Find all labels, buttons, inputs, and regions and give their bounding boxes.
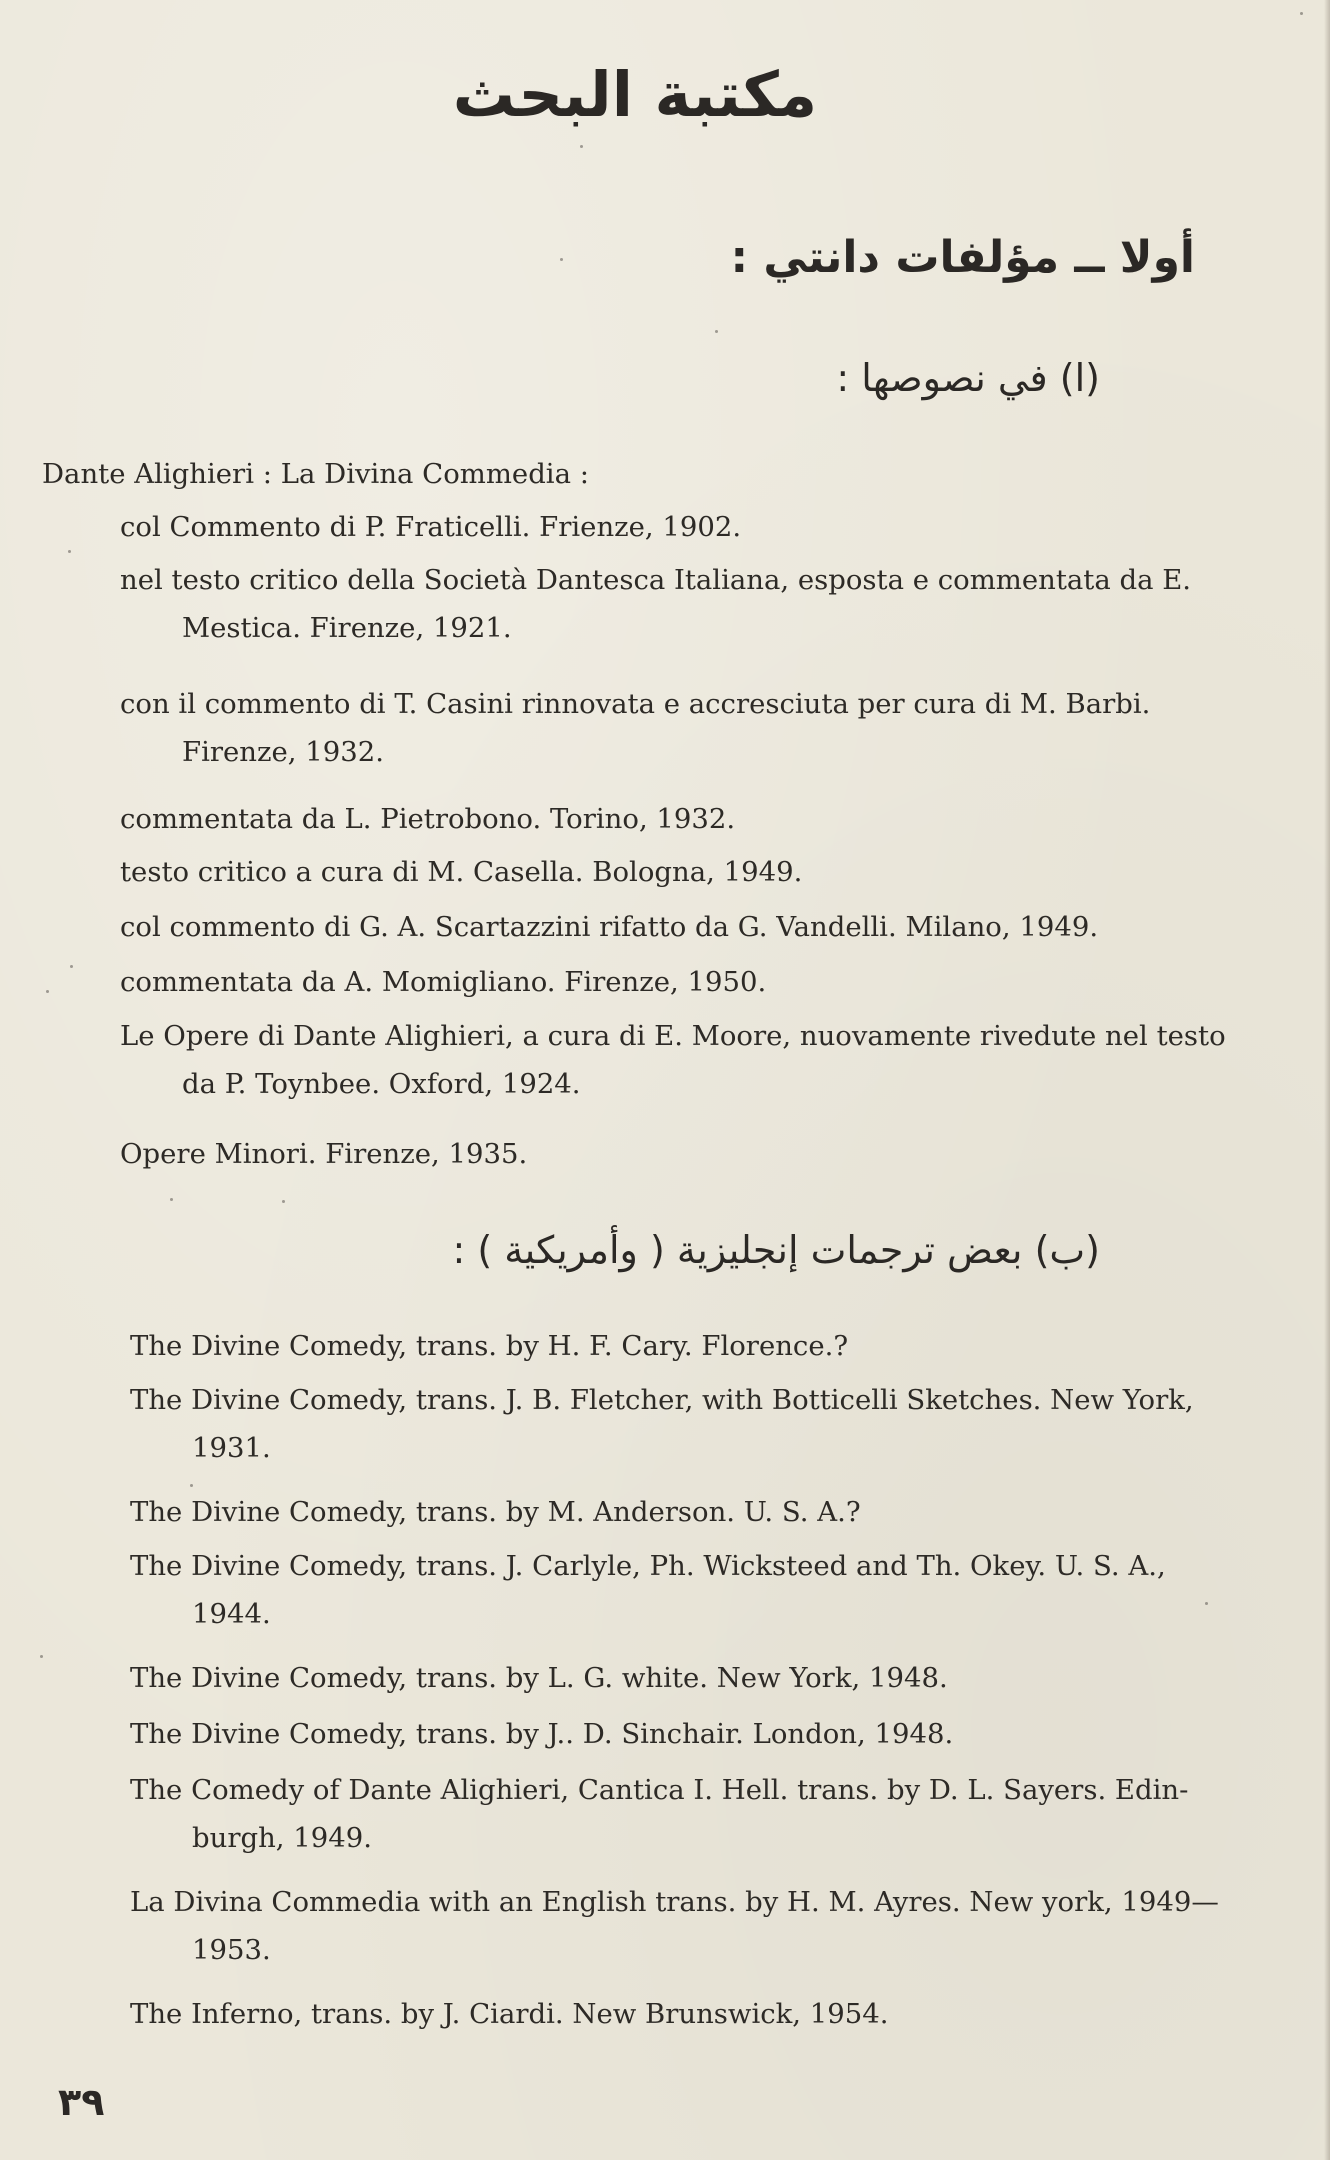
scan-speck (46, 990, 49, 993)
bibliography-entry (130, 1322, 848, 1370)
page-title: مكتبة البحث (452, 58, 818, 131)
entry-line: commentata da A. Momigliano. Firenze, 1950. (120, 966, 767, 998)
bibliography-entry (130, 1488, 861, 1536)
entry-line: The Divine Comedy, trans. by L. G. white. New York, 1948. (130, 1662, 948, 1694)
scan-speck (715, 330, 718, 333)
bibliography-entry (120, 848, 802, 896)
entry-line: The Divine Comedy, trans. by H. F. Cary. Florence.? (130, 1330, 849, 1362)
entry-line-continued: 1944. (192, 1598, 271, 1630)
entry-line: The Comedy of Dante Alighieri, Cantica I. Hell. trans. by D. L. Sayers. Edin- (130, 1774, 1189, 1806)
scan-speck (70, 965, 73, 968)
entry-line: commentata da L. Pietrobono. Torino, 1932. (120, 803, 736, 835)
bibliography-entry (130, 1878, 1219, 1974)
scan-speck (560, 258, 563, 261)
scan-speck (170, 1198, 173, 1201)
entry-line: The Divine Comedy, trans. by M. Anderson. U. S. A.? (130, 1496, 861, 1528)
bibliography-entry (130, 1990, 889, 2038)
entry-line: The Divine Comedy, trans. J. Carlyle, Ph. Wicksteed and Th. Okey. U. S. A., (130, 1550, 1166, 1582)
page-number: ٣٩ (58, 2080, 105, 2124)
bibliography-entry (120, 1012, 1226, 1108)
scan-speck (68, 550, 71, 553)
bibliography-entry (130, 1710, 953, 1758)
entry-line: col Commento di P. Fraticelli. Frienze, 1902. (120, 511, 742, 543)
entry-line-continued: 1953. (192, 1934, 271, 1966)
entry-line: Opere Minori. Firenze, 1935. (120, 1138, 528, 1170)
page-edge-shadow (1324, 0, 1330, 2160)
bibliography-entry (130, 1542, 1166, 1638)
entry-line: con il commento di T. Casini rinnovata e accresciuta per cura di M. Barbi. (120, 688, 1151, 720)
scan-speck (580, 145, 583, 148)
entry-line: The Divine Comedy, trans. by J.. D. Sinchair. London, 1948. (130, 1718, 954, 1750)
scan-speck (282, 1200, 285, 1203)
bibliography-entry (120, 556, 1191, 652)
entry-line: nel testo critico della Società Dantesca Italiana, esposta e commentata da E. (120, 564, 1192, 596)
entry-line: col commento di G. A. Scartazzini rifatto da G. Vandelli. Milano, 1949. (120, 911, 1099, 943)
bibliography-entry (120, 680, 1150, 776)
entry-line-continued: Firenze, 1932. (182, 736, 384, 768)
scan-speck (1205, 1602, 1208, 1605)
entry-line-continued: Mestica. Firenze, 1921. (182, 612, 512, 644)
section-heading-works-of-dante: أولا ــ مؤلفات دانتي : (730, 232, 1195, 283)
subsection-heading-translations: (ب) بعض ترجمات إنجليزية ( وأمريكية ) : (452, 1228, 1100, 1272)
bibliography-entry (120, 503, 741, 551)
bibliography-entry (130, 1766, 1188, 1862)
bibliography-entry (120, 958, 766, 1006)
subsection-heading-texts: (ا) في نصوصها : (836, 356, 1100, 400)
bibliography-entry (120, 1130, 527, 1178)
entry-line-continued: burgh, 1949. (192, 1822, 372, 1854)
scan-speck (1300, 12, 1303, 15)
scan-speck (190, 1484, 193, 1487)
main-bibliography-entry: Dante Alighieri : La Divina Commedia : (42, 458, 589, 490)
entry-line: The Divine Comedy, trans. J. B. Fletcher, with Botticelli Sketches. New York, (130, 1384, 1194, 1416)
bibliography-entry (120, 795, 735, 843)
entry-line: Le Opere di Dante Alighieri, a cura di E. Moore, nuovamente rivedute nel testo (120, 1020, 1226, 1052)
entry-line-continued: 1931. (192, 1432, 271, 1464)
entry-line: The Inferno, trans. by J. Ciardi. New Brunswick, 1954. (130, 1998, 889, 2030)
entry-line: La Divina Commedia with an English trans. by H. M. Ayres. New york, 1949— (130, 1886, 1219, 1918)
bibliography-entry (120, 903, 1098, 951)
scan-speck (40, 1655, 43, 1658)
entry-line-continued: da P. Toynbee. Oxford, 1924. (182, 1068, 581, 1100)
bibliography-entry (130, 1376, 1194, 1472)
entry-line: testo critico a cura di M. Casella. Bologna, 1949. (120, 856, 803, 888)
bibliography-entry (130, 1654, 948, 1702)
